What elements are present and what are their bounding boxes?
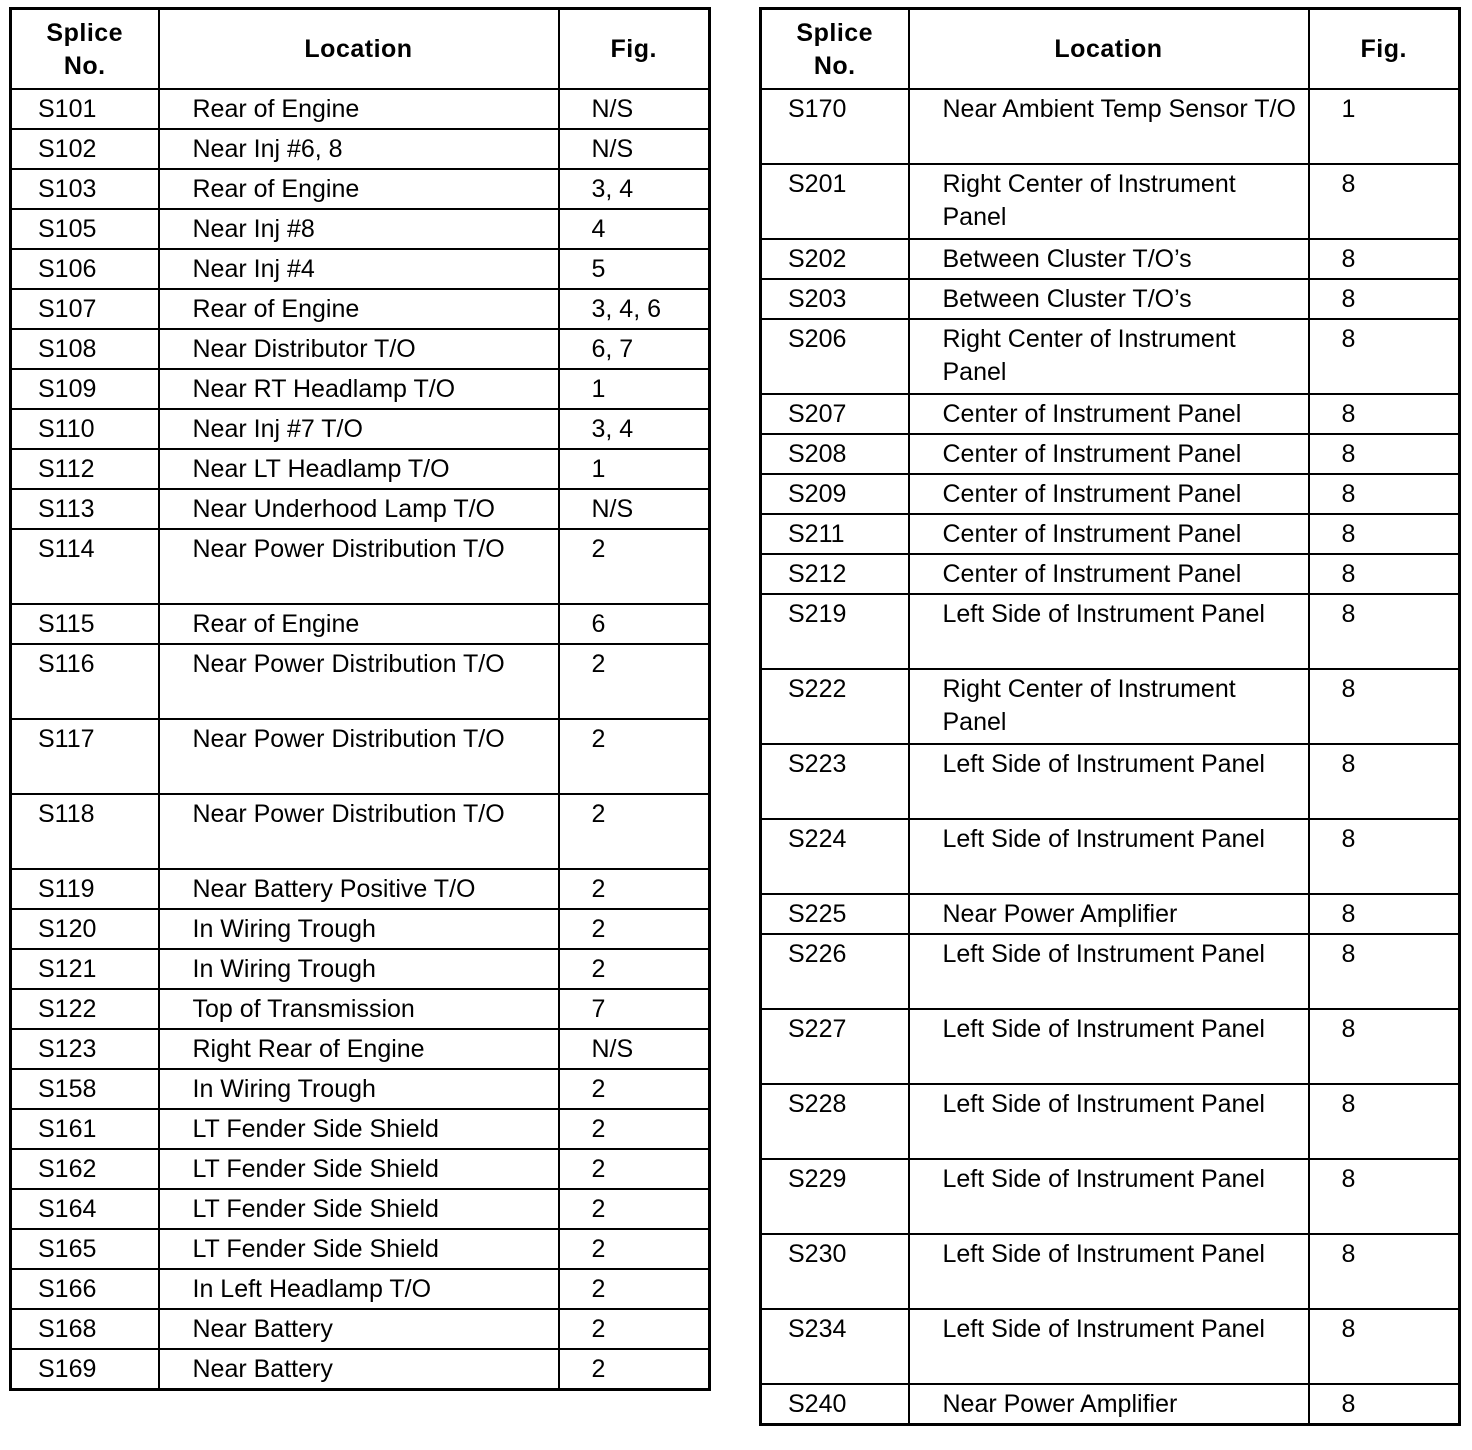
table-row: [761, 394, 1460, 434]
fig-cell: 8: [1309, 1009, 1460, 1084]
location-cell: Left Side of Instrument Panel: [909, 819, 1309, 894]
table-row: [11, 1309, 710, 1349]
splice-no-cell: S108: [11, 329, 159, 369]
fig-cell: 8: [1309, 1234, 1460, 1309]
splice-no-cell: S115: [11, 604, 159, 644]
splice-no-cell: S105: [11, 209, 159, 249]
header-fig: Fig.: [1309, 9, 1460, 90]
location-cell: Near Power Amplifier: [909, 894, 1309, 934]
splice-no-cell: S227: [761, 1009, 909, 1084]
fig-cell: 8: [1309, 554, 1460, 594]
fig-cell: 2: [559, 1229, 710, 1269]
table-row: [11, 489, 710, 529]
splice-no-cell: S219: [761, 594, 909, 669]
table-row: [761, 1084, 1460, 1159]
location-cell: Near Battery Positive T/O: [159, 869, 559, 909]
splice-no-cell: S201: [761, 164, 909, 239]
splice-no-cell: S158: [11, 1069, 159, 1109]
fig-cell: 8: [1309, 934, 1460, 1009]
location-cell: Right Rear of Engine: [159, 1029, 559, 1069]
location-cell: In Left Headlamp T/O: [159, 1269, 559, 1309]
fig-cell: 8: [1309, 1084, 1460, 1159]
table-row: [11, 1189, 710, 1229]
location-cell: Center of Instrument Panel: [909, 474, 1309, 514]
fig-cell: 3, 4, 6: [559, 289, 710, 329]
splice-no-cell: S230: [761, 1234, 909, 1309]
location-cell: LT Fender Side Shield: [159, 1229, 559, 1269]
location-cell: Rear of Engine: [159, 604, 559, 644]
fig-cell: N/S: [559, 1029, 710, 1069]
fig-cell: 2: [559, 1149, 710, 1189]
fig-cell: 5: [559, 249, 710, 289]
location-cell: Left Side of Instrument Panel: [909, 934, 1309, 1009]
table-row: [11, 289, 710, 329]
location-cell: Near Power Distribution T/O: [159, 529, 559, 604]
splice-no-cell: S103: [11, 169, 159, 209]
splice-no-cell: S203: [761, 279, 909, 319]
table-row: [761, 669, 1460, 744]
splice-no-cell: S209: [761, 474, 909, 514]
location-cell: Near Power Distribution T/O: [159, 719, 559, 794]
location-cell: Rear of Engine: [159, 289, 559, 329]
location-cell: Center of Instrument Panel: [909, 514, 1309, 554]
location-cell: Left Side of Instrument Panel: [909, 594, 1309, 669]
header-splice-label: Splice No.: [46, 19, 124, 80]
table-row: [761, 819, 1460, 894]
splice-no-cell: S107: [11, 289, 159, 329]
table-row: [11, 449, 710, 489]
location-cell: In Wiring Trough: [159, 1069, 559, 1109]
splice-no-cell: S226: [761, 934, 909, 1009]
table-row: [761, 164, 1460, 239]
table-row: [761, 474, 1460, 514]
fig-cell: 6: [559, 604, 710, 644]
location-cell: LT Fender Side Shield: [159, 1149, 559, 1189]
fig-cell: 8: [1309, 669, 1460, 744]
fig-cell: 8: [1309, 594, 1460, 669]
fig-cell: 2: [559, 1069, 710, 1109]
fig-cell: 8: [1309, 239, 1460, 279]
left-table-body: [11, 89, 710, 1390]
header-row: [761, 9, 1460, 90]
table-row: [11, 209, 710, 249]
splice-table-right: [759, 7, 1461, 1426]
header-splice-no: [761, 9, 909, 90]
fig-cell: 8: [1309, 744, 1460, 819]
table-row: [11, 909, 710, 949]
fig-cell: 2: [559, 1309, 710, 1349]
table-row: [11, 369, 710, 409]
location-cell: Near Battery: [159, 1349, 559, 1390]
fig-cell: 2: [559, 719, 710, 794]
table-row: [761, 239, 1460, 279]
splice-no-cell: S206: [761, 319, 909, 394]
splice-no-cell: S109: [11, 369, 159, 409]
fig-cell: N/S: [559, 489, 710, 529]
splice-no-cell: S112: [11, 449, 159, 489]
table-row: [11, 1109, 710, 1149]
location-cell: Right Center of Instrument Panel: [909, 319, 1309, 394]
table-row: [11, 989, 710, 1029]
fig-cell: 8: [1309, 474, 1460, 514]
splice-no-cell: S116: [11, 644, 159, 719]
table-row: [11, 1029, 710, 1069]
location-cell: Right Center of Instrument Panel: [909, 164, 1309, 239]
header-splice-label: Splice No.: [796, 19, 874, 80]
table-row: [11, 794, 710, 869]
location-cell: Right Center of Instrument Panel: [909, 669, 1309, 744]
location-cell: Left Side of Instrument Panel: [909, 1234, 1309, 1309]
fig-cell: 8: [1309, 394, 1460, 434]
location-cell: LT Fender Side Shield: [159, 1109, 559, 1149]
splice-no-cell: S170: [761, 89, 909, 164]
location-cell: LT Fender Side Shield: [159, 1189, 559, 1229]
fig-cell: 2: [559, 869, 710, 909]
location-cell: In Wiring Trough: [159, 909, 559, 949]
table-row: [11, 1229, 710, 1269]
splice-no-cell: S229: [761, 1159, 909, 1234]
table-row: [761, 514, 1460, 554]
location-cell: Left Side of Instrument Panel: [909, 1159, 1309, 1234]
table-row: [761, 319, 1460, 394]
location-cell: Near Inj #4: [159, 249, 559, 289]
table-row: [11, 1069, 710, 1109]
fig-cell: 2: [559, 1189, 710, 1229]
location-cell: Near Inj #8: [159, 209, 559, 249]
fig-cell: 2: [559, 909, 710, 949]
location-cell: In Wiring Trough: [159, 949, 559, 989]
location-cell: Near Power Amplifier: [909, 1384, 1309, 1425]
header-row: [11, 9, 710, 90]
splice-no-cell: S211: [761, 514, 909, 554]
table-row: [761, 1234, 1460, 1309]
splice-no-cell: S123: [11, 1029, 159, 1069]
location-cell: Top of Transmission: [159, 989, 559, 1029]
splice-no-cell: S161: [11, 1109, 159, 1149]
splice-no-cell: S202: [761, 239, 909, 279]
table-row: [11, 249, 710, 289]
location-cell: Near Underhood Lamp T/O: [159, 489, 559, 529]
table-row: [761, 434, 1460, 474]
header-fig: Fig.: [559, 9, 710, 90]
fig-cell: 2: [559, 1349, 710, 1390]
table-row: [11, 129, 710, 169]
splice-no-cell: S164: [11, 1189, 159, 1229]
header-location: Location: [909, 9, 1309, 90]
location-cell: Near Inj #7 T/O: [159, 409, 559, 449]
table-row: [11, 1269, 710, 1309]
splice-no-cell: S208: [761, 434, 909, 474]
splice-no-cell: S169: [11, 1349, 159, 1390]
table-row: [761, 1009, 1460, 1084]
location-cell: Near Power Distribution T/O: [159, 644, 559, 719]
fig-cell: 8: [1309, 894, 1460, 934]
location-cell: Between Cluster T/O’s: [909, 279, 1309, 319]
fig-cell: 8: [1309, 1384, 1460, 1425]
header-splice-no: [11, 9, 159, 90]
splice-no-cell: S119: [11, 869, 159, 909]
fig-cell: 8: [1309, 1309, 1460, 1384]
location-cell: Between Cluster T/O’s: [909, 239, 1309, 279]
splice-no-cell: S168: [11, 1309, 159, 1349]
table-row: [11, 1349, 710, 1390]
fig-cell: 4: [559, 209, 710, 249]
splice-no-cell: S162: [11, 1149, 159, 1189]
location-cell: Near Distributor T/O: [159, 329, 559, 369]
table-row: [761, 744, 1460, 819]
table-row: [11, 529, 710, 604]
table-row: [761, 1309, 1460, 1384]
splice-no-cell: S225: [761, 894, 909, 934]
splice-no-cell: S222: [761, 669, 909, 744]
splice-no-cell: S118: [11, 794, 159, 869]
fig-cell: 2: [559, 1269, 710, 1309]
table-row: [761, 594, 1460, 669]
location-cell: Center of Instrument Panel: [909, 554, 1309, 594]
location-cell: Center of Instrument Panel: [909, 434, 1309, 474]
fig-cell: 8: [1309, 434, 1460, 474]
splice-table-left: [9, 7, 711, 1391]
fig-cell: 3, 4: [559, 409, 710, 449]
splice-no-cell: S223: [761, 744, 909, 819]
fig-cell: 2: [559, 644, 710, 719]
table-row: [11, 169, 710, 209]
fig-cell: 2: [559, 529, 710, 604]
table-row: [11, 644, 710, 719]
table-row: [11, 329, 710, 369]
fig-cell: 3, 4: [559, 169, 710, 209]
fig-cell: 8: [1309, 514, 1460, 554]
splice-no-cell: S234: [761, 1309, 909, 1384]
table-row: [11, 89, 710, 129]
table-row: [761, 554, 1460, 594]
splice-no-cell: S122: [11, 989, 159, 1029]
splice-no-cell: S224: [761, 819, 909, 894]
splice-no-cell: S212: [761, 554, 909, 594]
fig-cell: 8: [1309, 164, 1460, 239]
table-row: [11, 604, 710, 644]
location-cell: Left Side of Instrument Panel: [909, 1084, 1309, 1159]
fig-cell: 2: [559, 794, 710, 869]
splice-no-cell: S165: [11, 1229, 159, 1269]
splice-no-cell: S240: [761, 1384, 909, 1425]
fig-cell: N/S: [559, 89, 710, 129]
location-cell: Rear of Engine: [159, 169, 559, 209]
table-row: [11, 409, 710, 449]
table-row: [11, 869, 710, 909]
splice-no-cell: S102: [11, 129, 159, 169]
location-cell: Center of Instrument Panel: [909, 394, 1309, 434]
table-row: [11, 949, 710, 989]
splice-no-cell: S101: [11, 89, 159, 129]
splice-no-cell: S117: [11, 719, 159, 794]
fig-cell: 1: [1309, 89, 1460, 164]
location-cell: Near RT Headlamp T/O: [159, 369, 559, 409]
splice-no-cell: S120: [11, 909, 159, 949]
fig-cell: 8: [1309, 279, 1460, 319]
table-row: [761, 934, 1460, 1009]
fig-cell: 1: [559, 449, 710, 489]
location-cell: Left Side of Instrument Panel: [909, 1009, 1309, 1084]
location-cell: Near Ambient Temp Sensor T/O: [909, 89, 1309, 164]
location-cell: Left Side of Instrument Panel: [909, 744, 1309, 819]
location-cell: Left Side of Instrument Panel: [909, 1309, 1309, 1384]
location-cell: Near Battery: [159, 1309, 559, 1349]
fig-cell: 1: [559, 369, 710, 409]
fig-cell: N/S: [559, 129, 710, 169]
header-location: Location: [159, 9, 559, 90]
fig-cell: 2: [559, 1109, 710, 1149]
fig-cell: 8: [1309, 819, 1460, 894]
splice-no-cell: S110: [11, 409, 159, 449]
fig-cell: 2: [559, 949, 710, 989]
splice-no-cell: S207: [761, 394, 909, 434]
splice-no-cell: S106: [11, 249, 159, 289]
fig-cell: 8: [1309, 1159, 1460, 1234]
splice-no-cell: S228: [761, 1084, 909, 1159]
location-cell: Near LT Headlamp T/O: [159, 449, 559, 489]
table-row: [761, 1384, 1460, 1425]
location-cell: Rear of Engine: [159, 89, 559, 129]
right-table-body: [761, 89, 1460, 1425]
table-row: [11, 719, 710, 794]
table-row: [761, 279, 1460, 319]
location-cell: Near Inj #6, 8: [159, 129, 559, 169]
fig-cell: 6, 7: [559, 329, 710, 369]
splice-no-cell: S114: [11, 529, 159, 604]
fig-cell: 7: [559, 989, 710, 1029]
splice-no-cell: S121: [11, 949, 159, 989]
fig-cell: 8: [1309, 319, 1460, 394]
table-row: [11, 1149, 710, 1189]
table-row: [761, 894, 1460, 934]
splice-no-cell: S113: [11, 489, 159, 529]
splice-no-cell: S166: [11, 1269, 159, 1309]
table-row: [761, 1159, 1460, 1234]
location-cell: Near Power Distribution T/O: [159, 794, 559, 869]
table-row: [761, 89, 1460, 164]
